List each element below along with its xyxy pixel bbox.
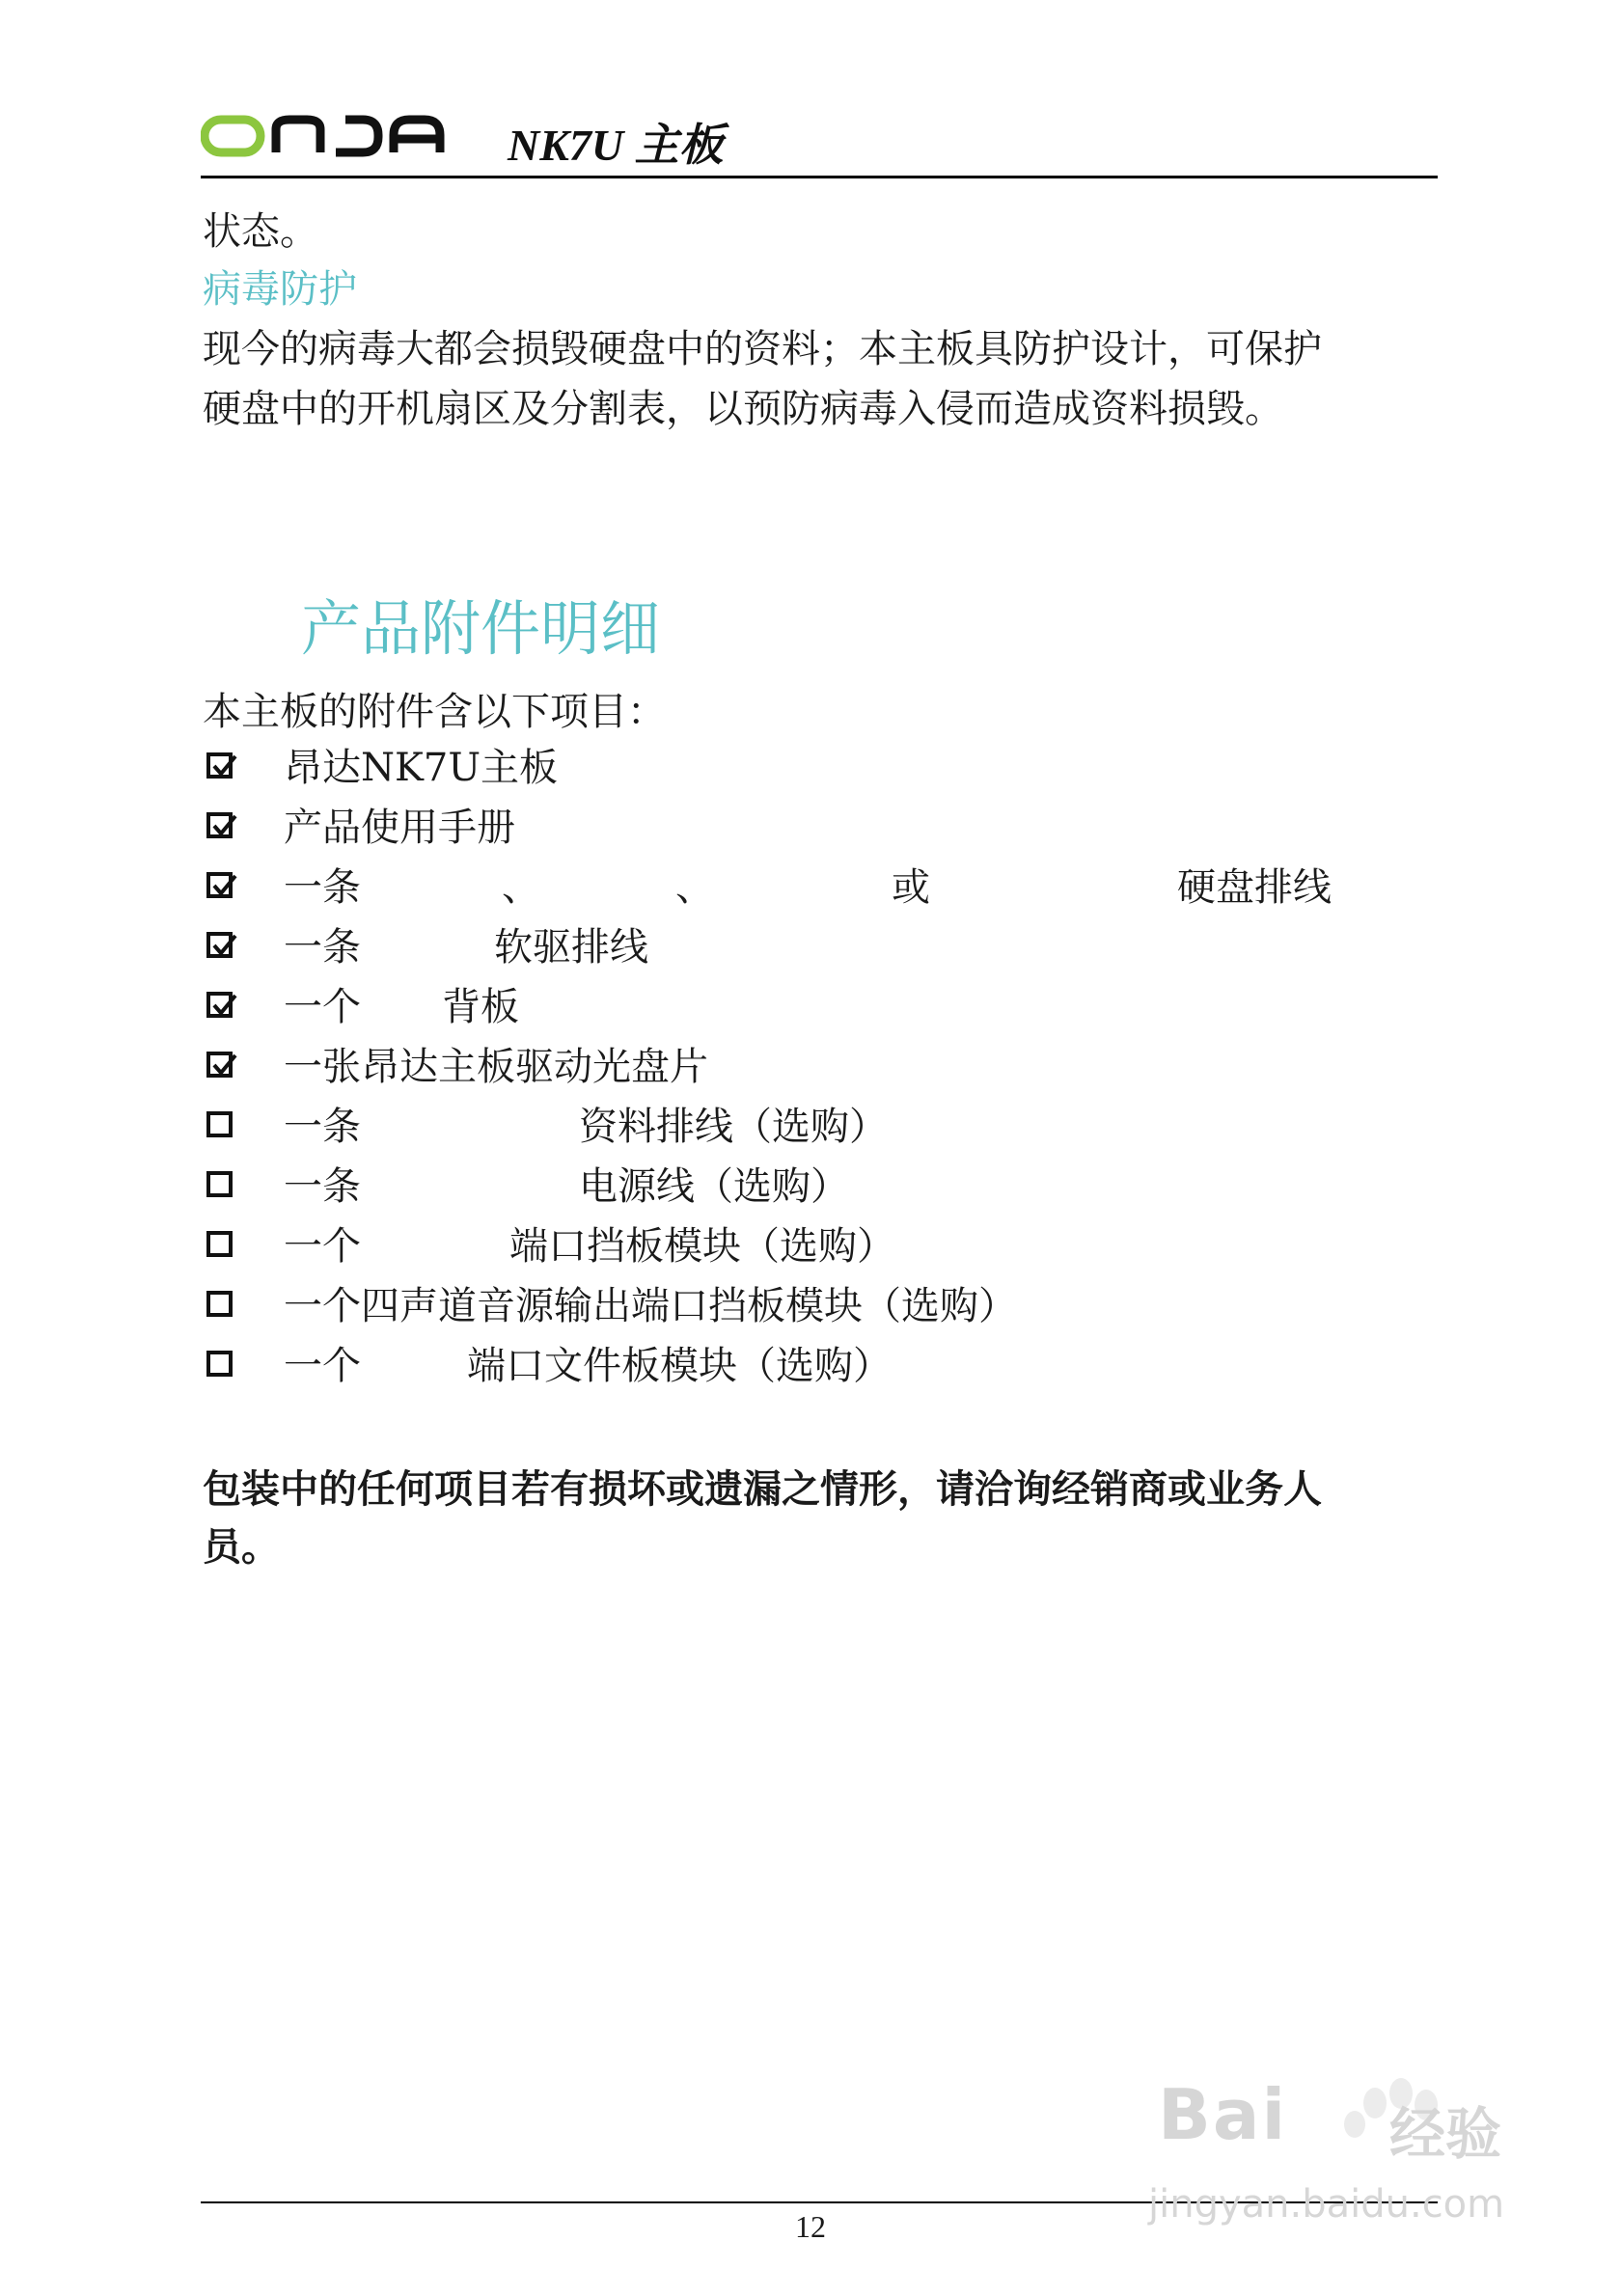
watermark-brand-2: 经验 bbox=[1389, 2101, 1502, 2167]
list-item bbox=[203, 1217, 1428, 1277]
item-text: 一张昂达主板驱动光盘片 bbox=[284, 1045, 708, 1089]
header-rule bbox=[201, 176, 1438, 178]
checkbox-checked-icon bbox=[206, 752, 233, 779]
item-text: 、 bbox=[502, 865, 540, 910]
page-number: 12 bbox=[795, 2209, 826, 2244]
page-header bbox=[201, 104, 1426, 178]
checkbox-empty-icon bbox=[206, 1351, 233, 1377]
item-text: 软驱排线 bbox=[494, 925, 648, 970]
watermark-url: jingyan.baidu.com bbox=[1148, 2182, 1505, 2227]
intro-text: 本主板的附件含以下项目： bbox=[203, 690, 666, 734]
item-text: 昂达NK7U主板 bbox=[284, 746, 559, 790]
item-text: 背板 bbox=[442, 985, 519, 1029]
note-line-2: 员。 bbox=[203, 1525, 280, 1570]
item-text: 、 bbox=[675, 865, 714, 910]
list-item bbox=[203, 978, 1428, 1038]
item-text: 一条 bbox=[284, 865, 361, 910]
checkbox-checked-icon bbox=[206, 812, 233, 838]
list-item bbox=[203, 1277, 1428, 1337]
checkbox-checked-icon bbox=[206, 1052, 233, 1078]
list-item bbox=[203, 1158, 1428, 1217]
list-item bbox=[203, 1337, 1428, 1397]
list-item bbox=[203, 1038, 1428, 1098]
section-heading: 产品附件明细 bbox=[301, 593, 661, 664]
note-line-1: 包装中的任何项目若有损坏或遗漏之情形，请洽询经销商或业务人 bbox=[203, 1467, 1322, 1512]
item-text: 一个 bbox=[284, 1224, 361, 1269]
item-text: 一条 bbox=[284, 1105, 361, 1149]
item-text: 端口挡板模块（选购） bbox=[509, 1224, 895, 1269]
paragraph-line-1: 现今的病毒大都会损毁硬盘中的资料；本主板具防护设计，可保护 bbox=[203, 327, 1322, 371]
item-text: 一个四声道音源输出端口挡板模块（选购） bbox=[284, 1284, 1017, 1328]
watermark-brand: Bai bbox=[1158, 2074, 1288, 2155]
continuation-text: 状态。 bbox=[203, 209, 318, 254]
item-text: 或 bbox=[892, 865, 930, 910]
item-text: 端口文件板模块（选购） bbox=[467, 1344, 892, 1388]
list-item bbox=[203, 859, 1428, 918]
list-item bbox=[203, 918, 1428, 978]
list-item bbox=[203, 799, 1428, 859]
header-title: NK7U 主板 bbox=[508, 121, 724, 170]
item-text: 一条 bbox=[284, 925, 361, 970]
item-text: 硬盘排线 bbox=[1177, 865, 1332, 910]
item-text: 一个 bbox=[284, 1344, 361, 1388]
checkbox-checked-icon bbox=[206, 992, 233, 1018]
subheading-virus-protection: 病毒防护 bbox=[203, 267, 357, 312]
checkbox-checked-icon bbox=[206, 932, 233, 958]
onda-logo bbox=[201, 114, 490, 158]
item-text: 一条 bbox=[284, 1164, 361, 1209]
item-text: 电源线（选购） bbox=[579, 1164, 849, 1209]
checkbox-empty-icon bbox=[206, 1231, 233, 1257]
item-text: 产品使用手册 bbox=[284, 806, 515, 850]
list-item bbox=[203, 739, 1428, 799]
accessory-list bbox=[203, 739, 1428, 1397]
item-text: 资料排线（选购） bbox=[579, 1105, 888, 1149]
list-item bbox=[203, 1098, 1428, 1158]
paragraph-line-2: 硬盘中的开机扇区及分割表，以预防病毒入侵而造成资料损毁。 bbox=[203, 387, 1283, 431]
checkbox-empty-icon bbox=[206, 1111, 233, 1137]
checkbox-empty-icon bbox=[206, 1291, 233, 1317]
item-text: 一个 bbox=[284, 985, 361, 1029]
checkbox-checked-icon bbox=[206, 872, 233, 898]
checkbox-empty-icon bbox=[206, 1171, 233, 1197]
